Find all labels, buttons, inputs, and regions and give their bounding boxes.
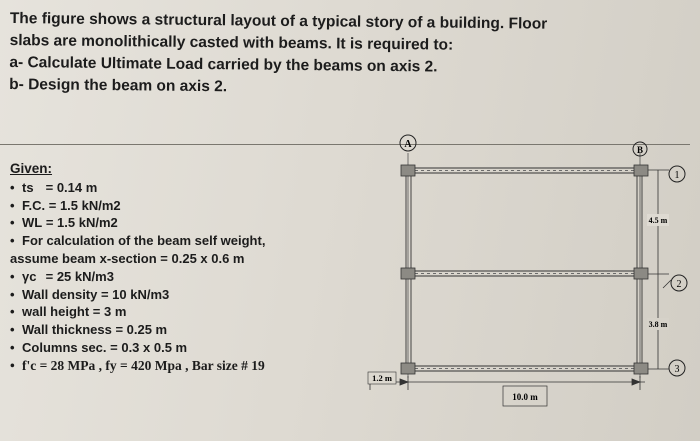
given-item-wall-height: • wall height = 3 m <box>10 304 127 320</box>
given-data-list <box>10 160 355 375</box>
wall-hatch <box>415 171 635 369</box>
column-a1 <box>401 165 415 176</box>
problem-statement <box>9 8 690 103</box>
axis-1-bubble <box>669 166 685 182</box>
statement-line-3: a- Calculate Ultimate Load carried by the beams on axis 2. <box>9 53 438 76</box>
given-item-concrete-unit-weight: • γc = 25 kN/m3 <box>10 268 114 284</box>
given-item-wall-density: • Wall density = 10 kN/m3 <box>10 286 170 302</box>
dim-span-2-3-label: 3.8 m <box>648 320 668 329</box>
given-item-wall-thickness: • Wall thickness = 0.25 m <box>10 322 168 338</box>
given-item-column-section: • Columns sec. = 0.3 x 0.5 m <box>10 339 188 355</box>
axis-1-label: 1 <box>674 170 680 181</box>
statement-line-1: The figure shows a structural layout of a typical story of a building. Floor <box>9 9 548 33</box>
dim-span-1-2-label: 4.5 m <box>648 216 668 225</box>
structural-layout-drawing <box>355 128 700 441</box>
axis-b-label: B <box>636 145 644 155</box>
column-b2 <box>634 268 648 279</box>
given-item-floor-cover: • F.C. = 1.5 kN/m2 <box>10 197 121 213</box>
bottom-dimension-line <box>370 376 645 390</box>
statement-line-4: b- Design the beam on axis 2. <box>9 75 228 96</box>
column-a2 <box>401 268 415 279</box>
axis-a-label: A <box>404 139 412 150</box>
given-item-slab-thickness: • ts = 0.14 m <box>10 179 98 195</box>
column-a3 <box>401 363 415 374</box>
axis-3-label: 3 <box>674 364 680 375</box>
axis-3-bubble <box>669 360 685 376</box>
axis-2-bubble <box>671 275 687 291</box>
given-item-beam-section: assume beam x-section = 0.25 x 0.6 m <box>10 250 245 266</box>
axis-2-label: 2 <box>676 279 682 290</box>
column-b3 <box>634 363 648 374</box>
given-title: Given: <box>10 161 53 176</box>
given-item-material-properties: • f'c = 28 MPa , fy = 420 Mpa , Bar size # 19 <box>10 357 265 373</box>
given-item-self-weight-note: • For calculation of the beam self weight, <box>10 233 266 249</box>
given-item-live-load: • WL = 1.5 kN/m2 <box>10 215 118 231</box>
dim-overhang-label: 1.2 m <box>372 373 392 383</box>
statement-line-2: slabs are monolithically casted with beams. It is required to: <box>9 31 454 54</box>
right-dimension-line <box>648 170 671 369</box>
axis-a-bubble <box>400 135 416 151</box>
dim-span-a-b-label: 10.0 m <box>512 392 538 402</box>
axis-b-bubble <box>633 142 647 156</box>
column-b1 <box>634 165 648 176</box>
